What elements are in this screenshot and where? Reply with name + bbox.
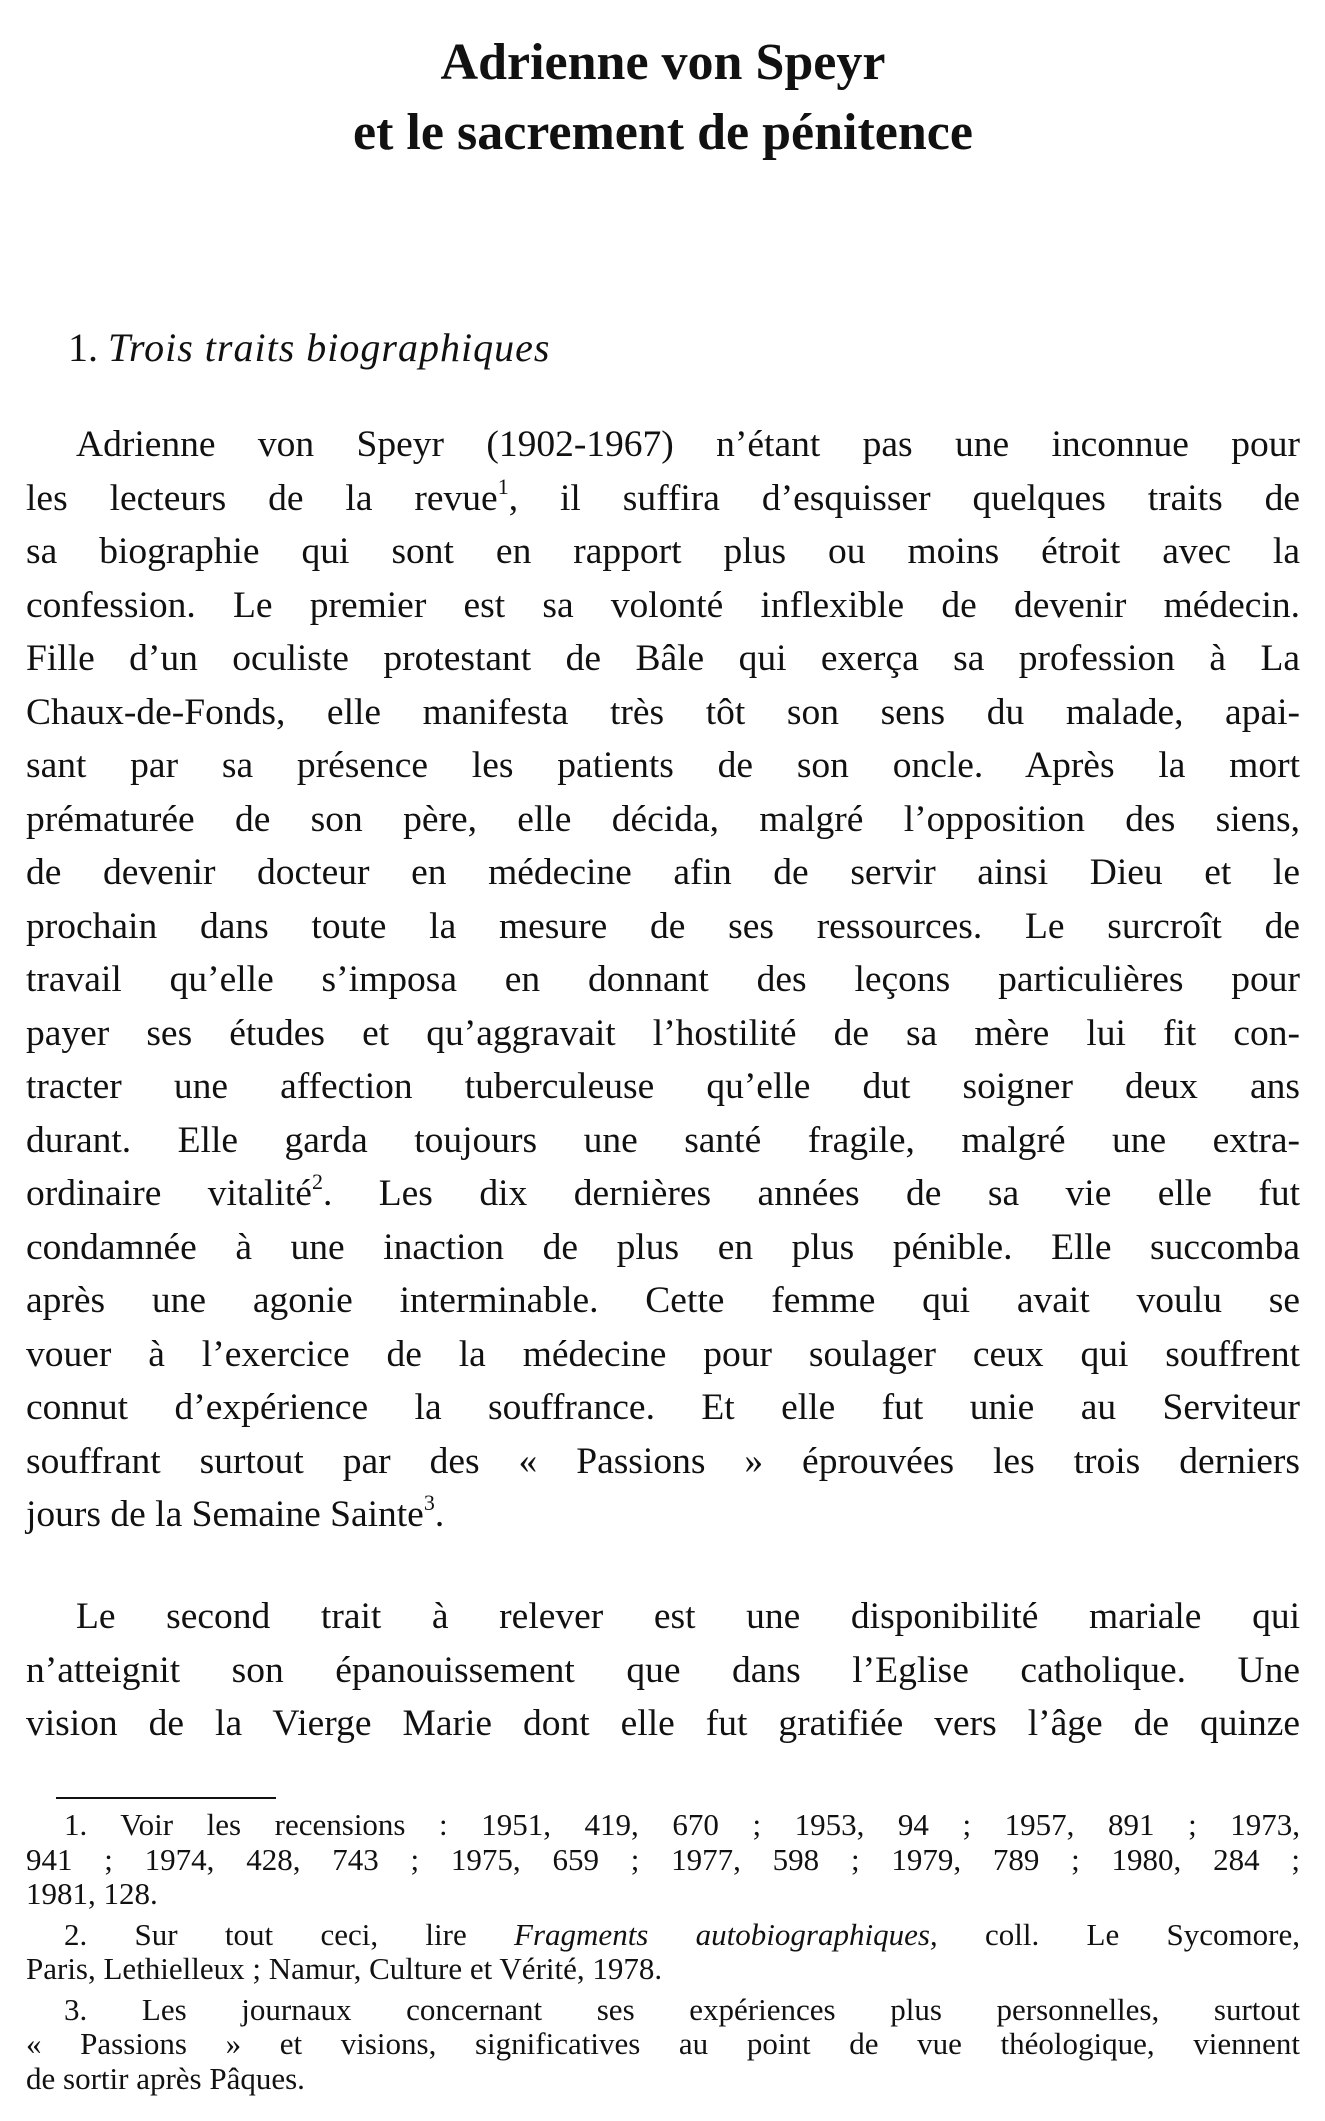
text-line [26, 472, 1300, 526]
text-line: Fille d’un oculiste protestant de Bâle qui exerça sa profession à La [26, 638, 1300, 679]
text-line: Adrienne von Speyr (1902-1967) n’étant pas une inconnue pour [76, 424, 1300, 465]
text-line: Chaux-de-Fonds, elle manifesta très tôt son sens du malade, apai- [26, 691, 1300, 733]
text-line: confession. Le premier est sa volonté inflexible de devenir médecin. [26, 584, 1300, 626]
footnote-line: « Passions » et visions, significatives au point de vue théologique, viennent [26, 2026, 1300, 2061]
text-fragment: coll. Le Sycomore, [937, 1916, 1300, 1952]
text-line: travail qu’elle s’imposa en donnant des leçons particulières pour [26, 959, 1300, 1000]
text-line [26, 1488, 1300, 1542]
text-fragment: ordinaire vitalité [26, 1173, 312, 1214]
text-line: de devenir docteur en médecine afin de servir ainsi Dieu et le [26, 852, 1300, 893]
text-line: durant. Elle garda toujours une santé fragile, malgré une extra- [26, 1119, 1300, 1161]
text-fragment: jours de la Semaine Sainte [26, 1494, 424, 1535]
footnote-line: 1981, 128. [26, 1876, 158, 1911]
text-line: vouer à l’exercice de la médecine pour soulager ceux qui souffrent [26, 1333, 1300, 1375]
footnote-line [26, 1918, 1300, 1953]
document-page [26, 0, 1300, 2121]
book-title: Fragments autobiographiques, [514, 1916, 938, 1952]
text-line: souffrant surtout par des « Passions » éprouvées les trois derniers [26, 1440, 1300, 1482]
footnote-ref-2[interactable]: 2 [311, 1169, 323, 1194]
footnote-1 [26, 1808, 1300, 1912]
text-line: après une agonie interminable. Cette femme qui avait voulu se [26, 1280, 1300, 1321]
text-line: Le second trait à relever est une disponibilité mariale qui [76, 1596, 1300, 1637]
text-fragment: , il suffira d’esquisser quelques traits de [508, 477, 1301, 519]
text-line [26, 1167, 1300, 1221]
text-line: prématurée de son père, elle décida, malgré l’opposition des siens, [26, 798, 1300, 840]
text-line: sant par sa présence les patients de son oncle. Après la mort [26, 745, 1300, 786]
text-fragment: 2. Sur tout ceci, lire [64, 1916, 515, 1952]
footnote-line: 1. Voir les recensions : 1951, 419, 670 ; 1953, 94 ; 1957, 891 ; 1973, [64, 1807, 1300, 1842]
footnote-line: 3. Les journaux concernant ses expériences plus personnelles, surtout [64, 1991, 1300, 2027]
paragraph-1 [26, 418, 1300, 1542]
footnote-line: de sortir après Pâques. [26, 2060, 305, 2096]
footnote-ref-1[interactable]: 1 [497, 473, 509, 499]
footnote-divider [56, 1797, 276, 1799]
paragraph-2 [26, 1590, 1300, 1751]
section-number: 1. [68, 325, 98, 370]
footnote-ref-3[interactable]: 3 [423, 1490, 435, 1515]
text-line: vision de la Vierge Marie dont elle fut gratifiée vers l’âge de quinze [26, 1703, 1300, 1744]
page-title-line-1: Adrienne von Speyr [440, 34, 886, 91]
text-line: n’atteignit son épanouissement que dans l’Eglise catholique. Une [26, 1649, 1300, 1691]
text-line: tracter une affection tuberculeuse qu’elle dut soigner deux ans [26, 1066, 1300, 1107]
text-fragment: les lecteurs de la revue [26, 477, 498, 519]
text-fragment: . Les dix dernières années de sa vie elle fut [322, 1173, 1301, 1214]
footnote-3 [26, 1993, 1300, 2097]
footnote-line: Paris, Lethielleux ; Namur, Culture et Vérité, 1978. [26, 1951, 663, 1986]
page-title-line-2: et le sacrement de pénitence [353, 104, 973, 161]
section-heading [68, 322, 550, 374]
text-line: prochain dans toute la mesure de ses ressources. Le surcroît de [26, 905, 1300, 947]
text-fragment: . [434, 1494, 445, 1535]
section-title: Trois traits biographiques [108, 325, 551, 370]
text-line: connut d’expérience la souffrance. Et elle fut unie au Serviteur [26, 1387, 1300, 1428]
footnote-2 [26, 1918, 1300, 1987]
footnotes [26, 1808, 1300, 2102]
text-line: condamnée à une inaction de plus en plus pénible. Elle succomba [26, 1226, 1300, 1268]
text-line: sa biographie qui sont en rapport plus ou moins étroit avec la [26, 531, 1300, 572]
text-line: payer ses études et qu’aggravait l’hostilité de sa mère lui fit con- [26, 1012, 1300, 1054]
footnote-line: 941 ; 1974, 428, 743 ; 1975, 659 ; 1977, 598 ; 1979, 789 ; 1980, 284 ; [26, 1841, 1300, 1877]
